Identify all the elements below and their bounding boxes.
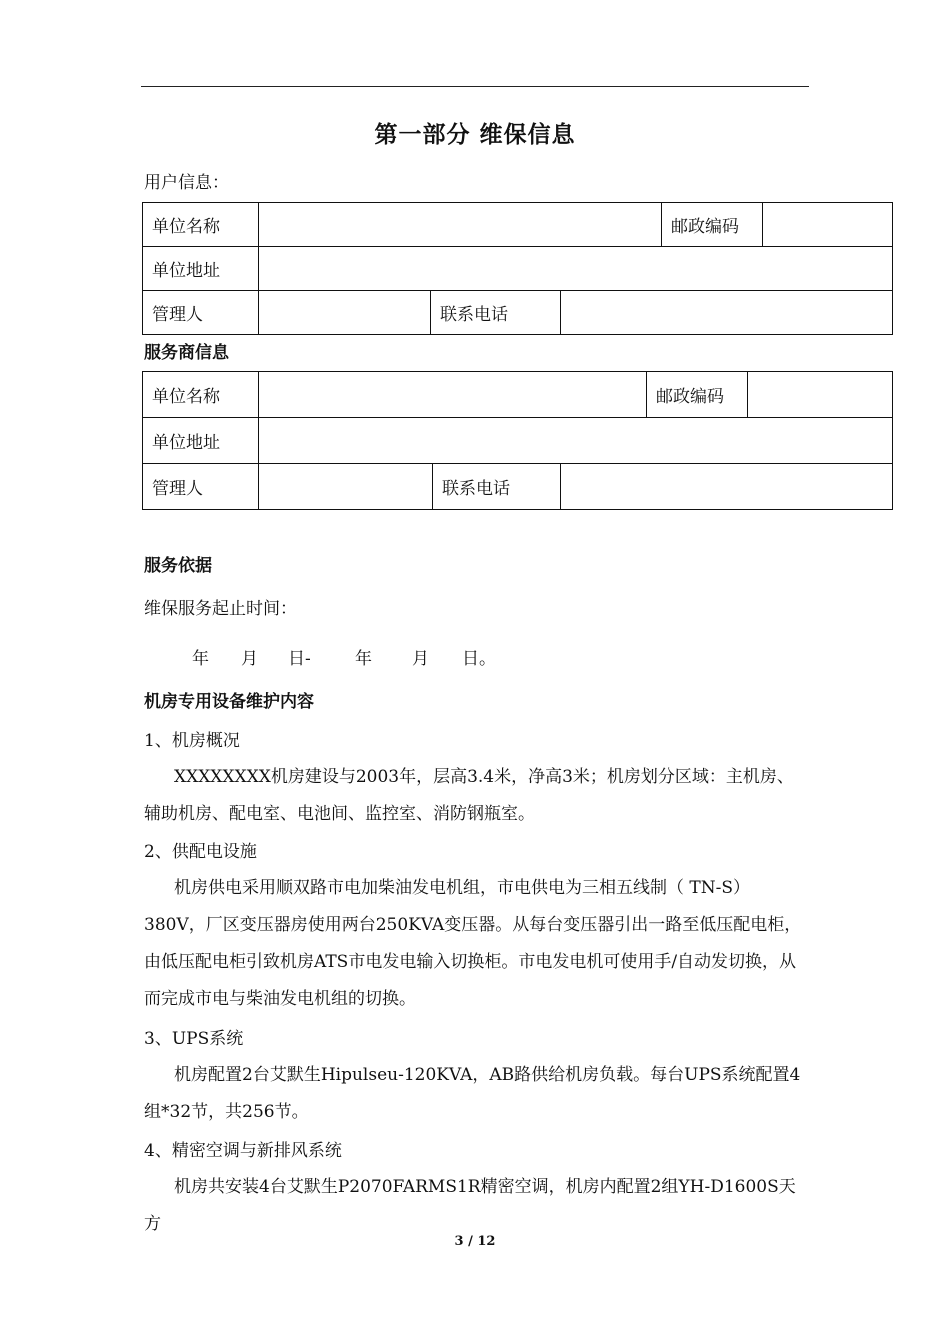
provider-info-table [142,371,893,510]
postal-code-field[interactable] [763,203,893,247]
section-title: 4、精密空调与新排风系统 [144,1141,342,1161]
manager-label: 管理人 [143,291,259,335]
page-title: 第一部分 维保信息 [374,122,576,148]
section-title: 1、机房概况 [144,731,240,751]
date-day-end: 日。 [462,649,496,669]
phone-field[interactable] [561,464,893,510]
postal-code-field[interactable] [748,372,893,418]
date-day-start: 日- [288,649,311,669]
manager-field[interactable] [259,464,433,510]
table-row [143,418,893,464]
date-month-start: 月 [241,649,258,669]
manager-field[interactable] [259,291,431,335]
date-year-start: 年 [192,649,209,669]
unit-address-field[interactable] [259,418,893,464]
table-row [143,247,893,291]
section-body: XXXXXXXX机房建设与2003年，层高3.4米，净高3米；机房划分区域：主机房、辅助机房、配电室、电池间、监控室、消防钢瓶室。 [144,767,794,824]
section-title: 3、UPS系统 [144,1029,244,1049]
section-title: 2、供配电设施 [144,842,257,862]
date-year-end: 年 [355,649,372,669]
section-body: 机房共安装4台艾默生P2070FARMS1R精密空调，机房内配置2组YH-D1600S天方 [144,1177,796,1234]
unit-address-field[interactable] [259,247,893,291]
table-row [143,464,893,510]
unit-name-label: 单位名称 [143,372,259,418]
page-number: 3 / 12 [454,1234,496,1249]
section-body: 机房供电采用顺双路市电加柴油发电机组，市电供电为三相五线制（ TN-S）380V，厂区变压器房使用两台250KVA变压器。从每台变压器引出一路至低压配电柜，由低压配电柜引致机房ATS市电发电输入切换柜。市电发电机可使用手/自动发切换，从而完成市电与柴油发电机组的切换。 [144,878,802,1009]
user-info-table [142,202,893,335]
table-row [143,372,893,418]
service-basis-heading: 服务依据 [144,556,212,576]
header-rule [141,86,809,87]
table-row [143,291,893,335]
phone-label: 联系电话 [433,464,561,510]
postal-code-label: 邮政编码 [662,203,763,247]
section-body: 机房配置2台艾默生Hipulseu-120KVA，AB路供给机房负载。每台UPS系统配置4组*32节，共256节。 [144,1065,801,1122]
service-period-label: 维保服务起止时间： [144,599,297,619]
phone-label: 联系电话 [431,291,561,335]
provider-info-label: 服务商信息 [144,343,229,363]
unit-name-label: 单位名称 [143,203,259,247]
content-heading: 机房专用设备维护内容 [144,692,314,712]
unit-address-label: 单位地址 [143,418,259,464]
unit-name-field[interactable] [259,372,647,418]
unit-name-field[interactable] [259,203,662,247]
manager-label: 管理人 [143,464,259,510]
table-row [143,203,893,247]
date-month-end: 月 [412,649,429,669]
user-info-label: 用户信息： [144,173,229,193]
phone-field[interactable] [561,291,893,335]
unit-address-label: 单位地址 [143,247,259,291]
postal-code-label: 邮政编码 [647,372,748,418]
